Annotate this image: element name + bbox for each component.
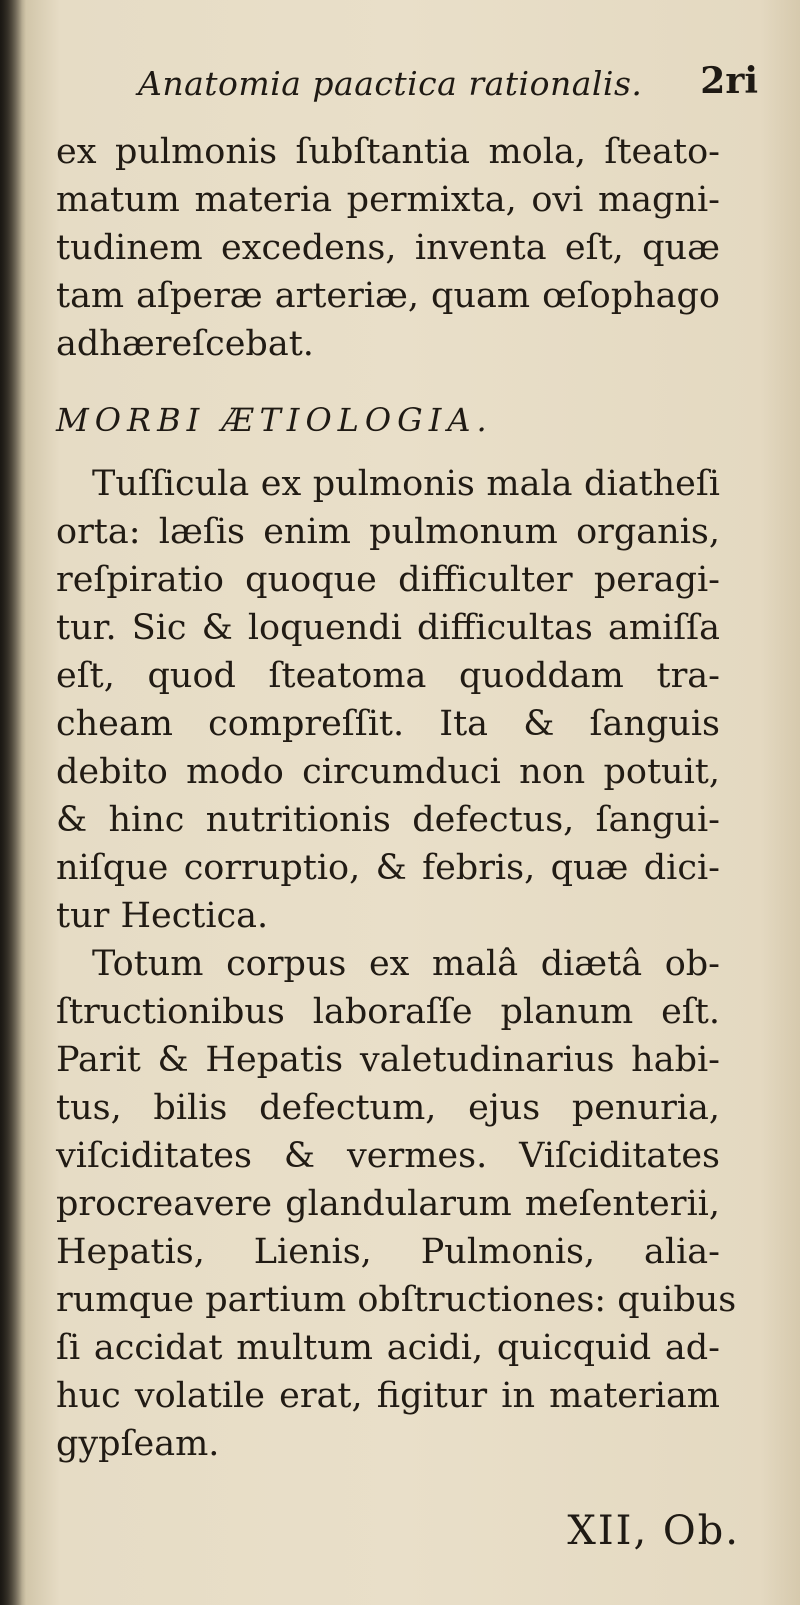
text-line: viſciditates & vermes. Viſciditates [56, 1136, 720, 1176]
text-line: cheam compreſſit. Ita & ſanguis [56, 704, 720, 744]
text-line: Tuſſicula ex pulmonis mala diatheſi [92, 464, 720, 504]
paragraph-3 [56, 940, 737, 1468]
text-line: ſi accidat multum acidi, quicquid ad- [56, 1328, 720, 1368]
running-title: Anatomia paactica rationalis. [138, 64, 643, 103]
text-line: tur Hectica. [56, 896, 269, 936]
text-line: Hepatis, Lienis, Pulmonis, alia- [56, 1232, 720, 1272]
text-line: Parit & Hepatis valetudinarius habi- [56, 1040, 720, 1080]
text-line: gypſeam. [56, 1424, 220, 1464]
text-line: procreavere glandularum meſenterii, [56, 1184, 720, 1224]
text-line: tur. Sic & loquendi difficultas amiſſa [56, 608, 720, 648]
text-line: adhæreſcebat. [56, 324, 314, 364]
text-line: ex pulmonis ſubſtantia mola, ſteato- [56, 132, 720, 172]
text-line: huc volatile erat, figitur in materiam [56, 1376, 720, 1416]
text-line: & hinc nutritionis defectus, ſangui- [56, 800, 720, 840]
text-line: tudinem excedens, inventa eſt, quæ [56, 228, 720, 268]
text-line: orta: læſis enim pulmonum organis, [56, 512, 720, 552]
text-line: ſtructionibus laboraſſe planum eſt. [56, 992, 720, 1032]
paragraph-1 [56, 128, 720, 368]
catchword: XII, Ob. [567, 1508, 740, 1554]
running-head [138, 56, 758, 112]
catchword-area [0, 1508, 740, 1568]
text-line: niſque corruptio, & febris, quæ dici- [56, 848, 720, 888]
text-line: Totum corpus ex malâ diætâ ob- [92, 944, 720, 984]
text-line: tam aſperæ arteriæ, quam œſophago [56, 276, 720, 316]
binding-shadow [0, 0, 26, 1605]
paragraph-2 [56, 460, 720, 940]
page-number: 2ri [700, 60, 758, 102]
text-line: debito modo circumduci non potuit, [56, 752, 720, 792]
text-line: eſt, quod ſteatoma quoddam tra- [56, 656, 720, 696]
section-heading: MORBI ÆTIOLOGIA. [56, 401, 493, 439]
text-block [56, 128, 737, 1468]
text-line: matum materia permixta, ovi magni- [56, 180, 720, 220]
text-line: rumque partium obſtructiones: quibus [56, 1280, 737, 1320]
text-line: reſpiratio quoque difficulter peragi- [56, 560, 720, 600]
text-line: tus, bilis defectum, ejus penuria, [56, 1088, 720, 1128]
